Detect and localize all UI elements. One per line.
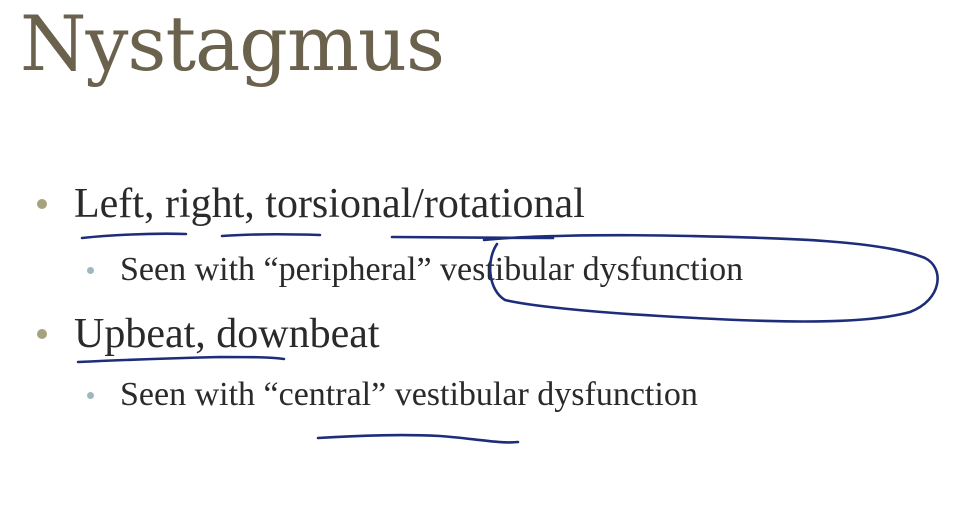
bullet-dot-icon [37,329,47,339]
sub-bullet-text: Seen with “peripheral” vestibular dysfunction [120,251,744,288]
underline-left [82,234,186,238]
bullet-dot-icon [37,199,47,209]
underline-central [318,435,518,442]
underline-right [222,234,320,236]
sub-bullet-dot-icon [87,267,94,274]
underline-torsional [392,237,553,238]
bullet-directions [74,183,585,225]
bullet-vertical [74,313,380,355]
underline-upbeat-downbeat [78,357,284,362]
sub-bullet-dot-icon [87,392,94,399]
bullet-text: Upbeat, downbeat [74,311,380,357]
sub-bullet-central [120,378,698,412]
bullet-text: Left, right, torsional/rotational [74,181,585,227]
slide-title: Nystagmus [20,0,444,88]
sub-bullet-text: Seen with “central” vestibular dysfunction [120,376,698,413]
sub-bullet-peripheral [120,253,743,287]
